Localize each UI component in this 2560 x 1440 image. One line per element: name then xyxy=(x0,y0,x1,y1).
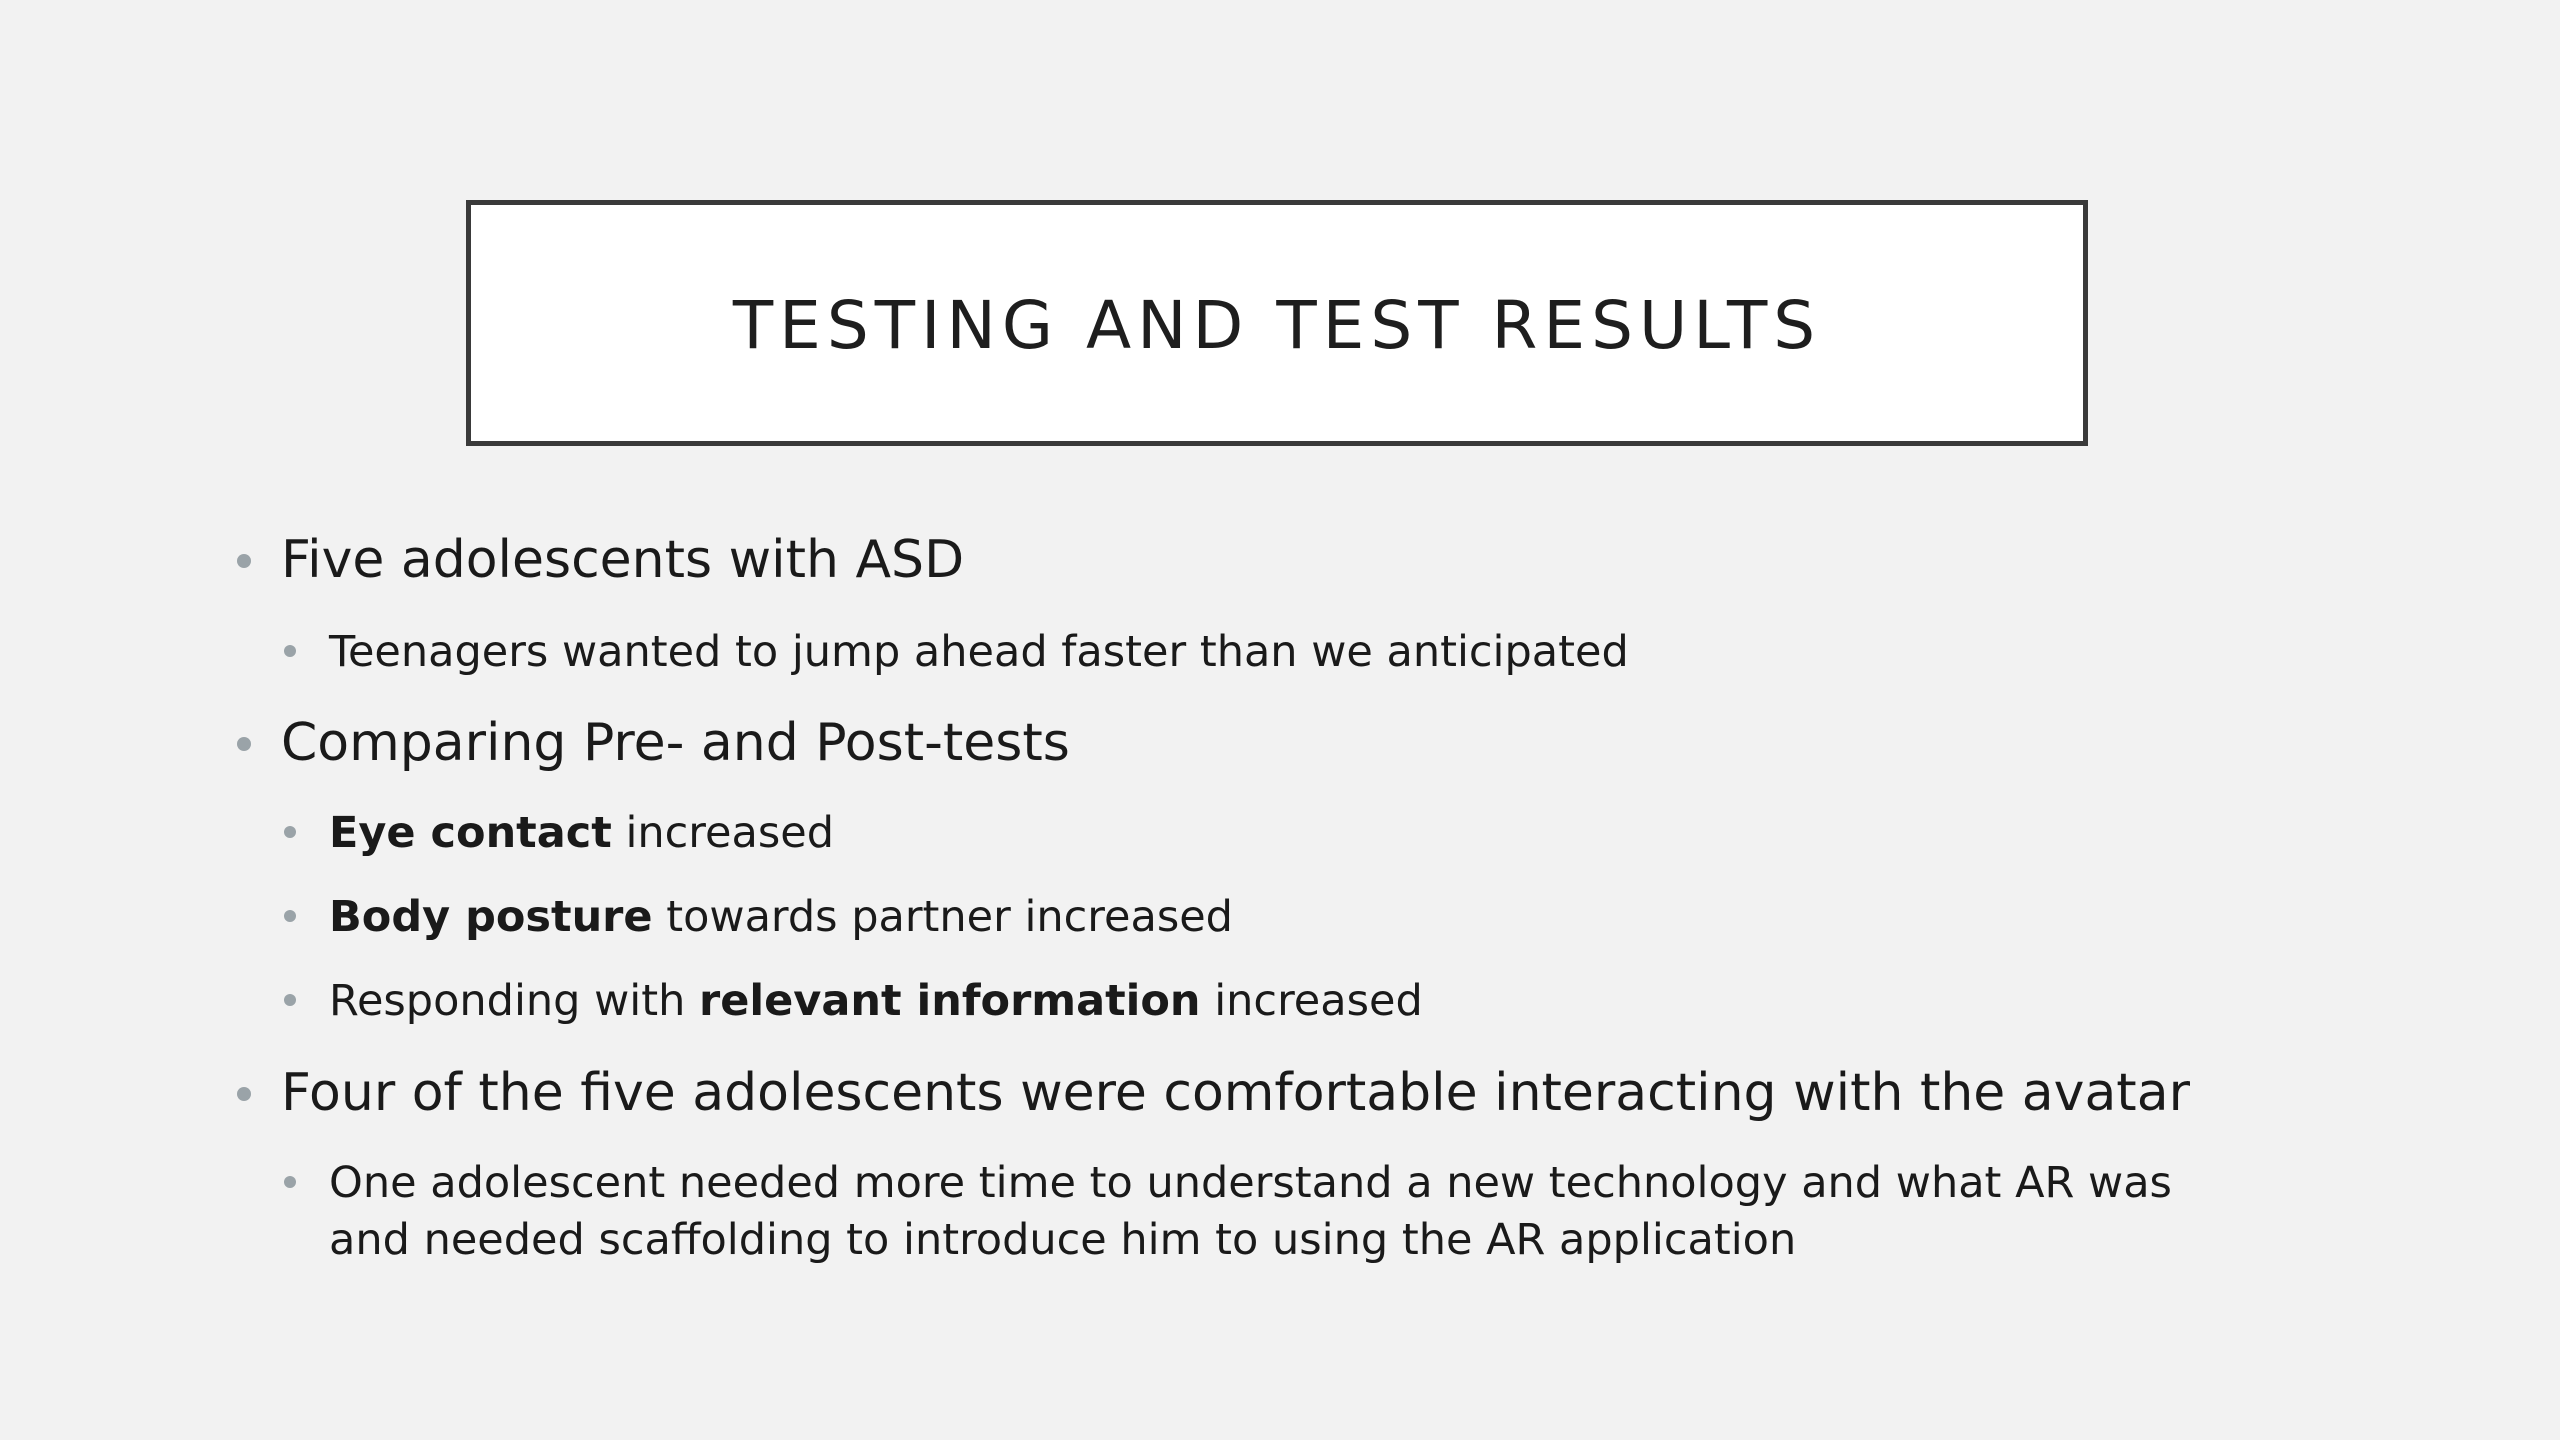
bullet-text: towards partner increased xyxy=(652,892,1233,942)
sub-bullet-continuation xyxy=(329,1211,1796,1269)
bullet-item xyxy=(281,713,1070,773)
bullet-bold-text: Eye contact xyxy=(329,808,612,858)
bullet-dot-icon xyxy=(237,554,251,568)
bullet-text: Four of the five adolescents were comfortable interacting with the avatar xyxy=(281,1063,2190,1123)
bullet-text: increased xyxy=(611,808,834,858)
sub-bullet-item xyxy=(329,972,1423,1030)
bullet-bold-text: Body posture xyxy=(329,892,653,942)
bullet-bold-text: relevant information xyxy=(699,976,1201,1026)
bullet-text: Five adolescents with ASD xyxy=(281,530,965,590)
sub-bullet-item xyxy=(329,888,1233,946)
bullet-dot-icon xyxy=(284,645,296,657)
bullet-dot-icon xyxy=(284,994,296,1006)
bullet-text: Responding with xyxy=(329,976,700,1026)
bullet-item xyxy=(281,530,964,590)
bullet-dot-icon xyxy=(284,1176,296,1188)
slide-title: TESTING AND TEST RESULTS xyxy=(732,286,1822,364)
sub-bullet-item xyxy=(329,1154,2172,1212)
bullet-text: One adolescent needed more time to understand a new technology and what AR was xyxy=(329,1158,2172,1208)
bullet-text: Comparing Pre- and Post-tests xyxy=(281,713,1070,773)
bullet-dot-icon xyxy=(284,910,296,922)
bullet-text: Teenagers wanted to jump ahead faster than we anticipated xyxy=(329,627,1629,677)
bullet-text: increased xyxy=(1200,976,1423,1026)
bullet-text: and needed scaffolding to introduce him to using the AR application xyxy=(329,1215,1797,1265)
bullet-item xyxy=(281,1063,2190,1123)
bullet-dot-icon xyxy=(237,1087,251,1101)
bullet-dot-icon xyxy=(237,737,251,751)
bullet-dot-icon xyxy=(284,826,296,838)
sub-bullet-item xyxy=(329,623,1629,681)
sub-bullet-item xyxy=(329,804,834,862)
